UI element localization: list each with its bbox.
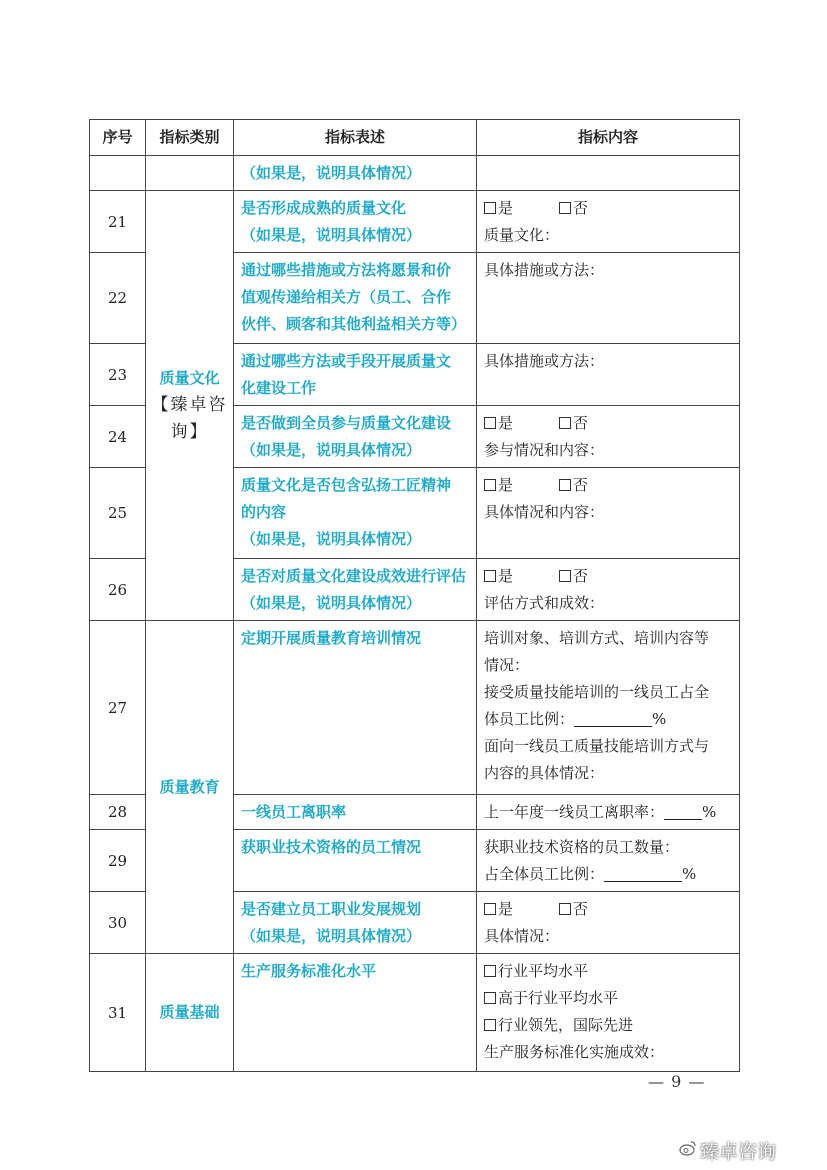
row-number: 26 [90,559,146,621]
row-number: 23 [90,344,146,406]
level-option[interactable] [484,958,732,985]
option-label: 行业领先，国际先进 [498,1016,634,1034]
category-label: 质量教育 [159,777,220,796]
yes-option[interactable] [484,472,513,499]
yes-no-choice [484,195,732,222]
indicator-content [477,621,740,795]
indicator-content [477,156,740,191]
indicator-description [234,468,477,559]
cell-line: 具体情况和内容： [484,503,605,521]
row-number: 27 [90,621,146,795]
cell-line: （如果是，说明具体情况） [241,927,422,945]
row-number: 31 [90,954,146,1072]
indicator-content [477,559,740,621]
yes-no-choice [484,896,732,923]
cell-line: 通过哪些措施或方法将愿景和价 [241,261,452,279]
cell-line: 生产服务标准化水平 [241,962,377,980]
cell-line: 定期开展质量教育培训情况 [241,629,422,647]
cell-line: 情况： [484,656,530,674]
fill-blank-line [484,861,732,888]
indicator-table [89,119,740,1072]
yes-option[interactable] [484,563,513,590]
yes-label: 是 [498,567,514,585]
no-label: 否 [573,900,589,918]
cell-line: 化建设工作 [241,379,317,397]
indicator-description [234,191,477,253]
table-row [90,156,740,191]
indicator-description [234,253,477,344]
cell-line: 质量文化是否包含弘扬工匠精神 [241,476,452,494]
checkbox-icon[interactable] [559,417,571,429]
yes-label: 是 [498,199,514,217]
cell-line: 是否形成成熟的质量文化 [241,199,407,217]
checkbox-icon[interactable] [484,965,496,977]
cell-line: 面向一线员工质量技能培训方式与 [484,737,710,755]
indicator-content [477,344,740,406]
cell-line: 生产服务标准化实施成效： [484,1043,665,1061]
cell-line: 具体措施或方法： [484,261,605,279]
yes-label: 是 [498,414,514,432]
row-number: 28 [90,795,146,830]
yes-no-choice [484,472,732,499]
cell-line: 通过哪些方法或手段开展质量文 [241,352,452,370]
category-label: 质量文化 [159,369,220,387]
indicator-content [477,191,740,253]
indicator-description [234,406,477,468]
blank-label: 体员工比例： [484,710,575,728]
no-option[interactable] [559,472,588,499]
no-label: 否 [573,567,589,585]
cell-line: 评估方式和成效： [484,594,605,612]
watermark: 臻卓咨询 [700,1141,777,1163]
checkbox-icon[interactable] [559,903,571,915]
fill-blank-line [484,706,732,733]
header-num: 序号 [90,120,146,156]
indicator-content [477,830,740,892]
cell-line: 具体措施或方法： [484,352,605,370]
level-option[interactable] [484,1012,732,1039]
row-number: 22 [90,253,146,344]
indicator-description [234,559,477,621]
percent-suffix: % [682,865,697,883]
blank-input[interactable] [664,803,702,820]
percent-suffix: % [652,710,667,728]
checkbox-icon[interactable] [559,202,571,214]
category-culture [146,191,234,621]
row-number: 24 [90,406,146,468]
cell-line: （如果是，说明具体情况） [241,594,422,612]
checkbox-icon[interactable] [484,992,496,1004]
row-number: 25 [90,468,146,559]
yes-label: 是 [498,476,514,494]
row-number: 30 [90,892,146,954]
category-foundation [146,954,234,1072]
checkbox-icon[interactable] [484,202,496,214]
row-number [90,156,146,191]
no-label: 否 [573,476,589,494]
checkbox-icon[interactable] [484,479,496,491]
category-bracket-note: 【臻卓咨询】 [151,395,228,442]
percent-suffix: % [702,803,717,821]
cell-line: 获职业技术资格的员工情况 [241,838,422,856]
header-category: 指标类别 [146,120,234,156]
cell-line: 的内容 [241,503,287,521]
yes-no-choice [484,563,732,590]
cell-line: 获职业技术资格的员工数量： [484,838,680,856]
yes-option[interactable] [484,896,513,923]
cell-line: 培训对象、培训方式、培训内容等 [484,629,710,647]
category-empty [146,156,234,191]
header-content: 指标内容 [477,120,740,156]
weibo-icon [679,1140,697,1156]
cell-line: （如果是，说明具体情况） [241,530,422,548]
category-label: 质量基础 [159,1003,220,1021]
indicator-content [477,795,740,830]
indicator-content [477,253,740,344]
no-label: 否 [573,199,589,217]
no-label: 否 [573,414,589,432]
indicator-content [477,406,740,468]
cell-line: 是否做到全员参与质量文化建设 [241,414,452,432]
cell-line: 是否对质量文化建设成效进行评估 [241,567,467,585]
blank-label: 上一年度一线员工离职率： [484,803,665,821]
no-option[interactable] [559,410,588,437]
indicator-content [477,954,740,1072]
yes-no-choice [484,410,732,437]
cell-line: 是否建立员工职业发展规划 [241,900,422,918]
cell-line: （如果是，说明具体情况） [241,441,422,459]
cell-line: 值观传递给相关方（员工、合作 [241,288,452,306]
cell-line: 内容的具体情况： [484,764,605,782]
option-label: 高于行业平均水平 [498,989,619,1007]
yes-label: 是 [498,900,514,918]
level-option[interactable] [484,985,732,1012]
indicator-description [234,954,477,1072]
row-number: 29 [90,830,146,892]
checkbox-icon[interactable] [484,417,496,429]
cell-line: 具体情况： [484,927,560,945]
header-description: 指标表述 [234,120,477,156]
cell-line: （如果是，说明具体情况） [241,226,422,244]
cell-line: 质量文化： [484,226,560,244]
indicator-description [234,830,477,892]
checkbox-icon[interactable] [484,1019,496,1031]
table-row [90,954,740,1072]
option-label: 行业平均水平 [498,962,589,980]
blank-input[interactable] [604,865,682,882]
cell-line: 参与情况和内容： [484,441,605,459]
indicator-description [234,621,477,795]
checkbox-icon[interactable] [559,479,571,491]
blank-label: 占全体员工比例： [484,865,605,883]
checkbox-icon[interactable] [559,570,571,582]
table-row [90,621,740,795]
no-option[interactable] [559,896,588,923]
checkbox-icon[interactable] [484,570,496,582]
checkbox-icon[interactable] [484,903,496,915]
category-education [146,621,234,954]
yes-option[interactable] [484,410,513,437]
table-header-row [90,120,740,156]
blank-input[interactable] [574,710,652,727]
indicator-description [234,892,477,954]
fill-blank-line [484,799,732,826]
no-option[interactable] [559,563,588,590]
indicator-content [477,468,740,559]
indicator-description [234,156,477,191]
cell-line: 一线员工离职率 [241,803,347,821]
page-number: — 9 — [648,1072,706,1091]
indicator-description [234,344,477,406]
table-row [90,191,740,253]
yes-option[interactable] [484,195,513,222]
cell-line: （如果是，说明具体情况） [241,164,422,182]
no-option[interactable] [559,195,588,222]
indicator-content [477,892,740,954]
cell-line: 接受质量技能培训的一线员工占全 [484,683,710,701]
row-number: 21 [90,191,146,253]
cell-line: 伙伴、顾客和其他利益相关方等） [241,315,467,333]
indicator-description [234,795,477,830]
